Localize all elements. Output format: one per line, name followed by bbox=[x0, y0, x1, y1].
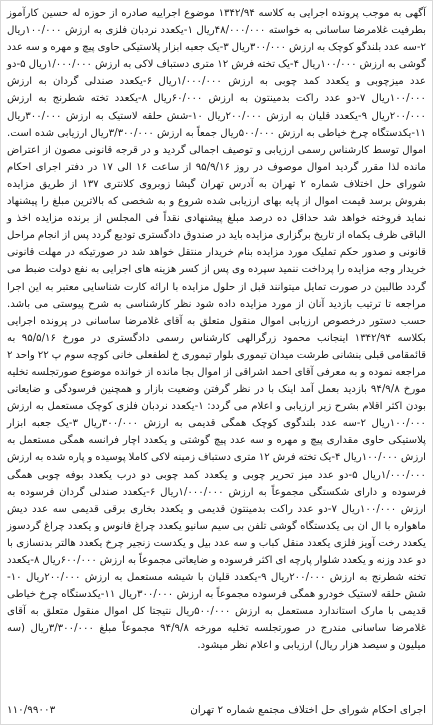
notice-reference-code: ۱۱۰/۹۹۰۰۳ bbox=[7, 704, 56, 716]
notice-footer bbox=[7, 703, 426, 717]
notice-issuer: اجرای احکام شورای حل اختلاف مجتمع شماره ۲ تهران bbox=[190, 704, 426, 716]
notice-body-text: آگهی به موجب پرونده اجرایی به کلاسه ۱۳۴۲/۹۴ موضوع اجراییه صادره از حوزه له حسین کارآموز بطرفیت غلامرضا ساسانی به خواسته ۴۸/۰۰۰/۰۰۰ریال ۱-یکعدد نردبان فلزی به ارزش ۱۰۰/۰۰۰ریال ۲-سه عدد بلندگو کوچک به ارزش ۳۰۰/۰۰۰ریال ۳-یک جعبه ابزار پلاستیکی حاوی پیچ و مهره و سه عدد گوشی به ارزش ۱۰۰/۰۰۰ریال ۴-یک تخته فرش ۱۲ متری دستباف لاکی به ارزش ۱/۰۰۰/۰۰۰ریال ۵-دو عدد میزچوبی و یکعدد کمد چوبی به ارزش ۱/۰۰۰/۰۰۰ریال ۶-یکعدد صندلی گردان به ارزش ۱۰۰/۰۰۰ریال ۷-دو عدد راکت بدمینتون به ارزش ۶۰/۰۰۰ریال ۸-یکعدد تخته شطرنج به ارزش ۲۰۰/۰۰۰ریال ۹-یکعدد قلیان به ارزش ۲۰۰/۰۰۰ریال ۱۰-شش حلقه لاستیک به ارزش ۳۰۰/۰۰۰ریال ۱۱-یکدستگاه چرخ خیاطی به ارزش ۵۰۰/۰۰۰ریال جمعاً به ارزش ۳/۳۰۰/۰۰۰ریال ارزیابی شده است. اموال توسط کارشناس رسمی ارزیابی و توصیف اجمالی گردید و در قرجه قانونی مصون از اعتراض مانده لذا مقرر گردید اموال موصوف در روز ۹۵/۹/۱۶ از ساعت ۱۶ الی ۱۷ در دفتر اجرای احکام شورای حل اختلاف شماره ۲ تهران به آدرس تهران گیشا زوبروی کلانتری ۱۳۷ از طریق مزایده بفروش برسد قیمت اموال از پایه بهای ارزیابی شده شروع و به شخصی که بالاترین مبلغ را پیشنهاد نماید فروخته خواهد شد حداقل ده درصد مبلغ پیشنهادی نقداً فی المجلس از برنده مزایده اخذ و الباقی ظرف یکماه از تاریخ برگزاری مزایده باید در صندوق دادگستری تودیع گردد پس از انجام مراحل قانونی و صدور حکم تملیک مورد مزایده بنام خریدار منتقل خواهد شد در صورتیکه در مهلت قانونی خریدار وجه مزایده را پرداخت ننمید سپرده وی پس از کسر هزینه های اجرایی به نفع دولت ضبط می گردد طالبین در صورت تمایل میتوانند قبل از حلول مزایده با ارائه کارت شناسایی معتبر به این اجرا مراجعه تا ترتیب بازدید آنان از مورد مزایده داده شود نظر کارشناسی به شرح پیوستی می باشد. حسب دستور درخصوص ارزیابی اموال منقول متعلق به آقای غلامرضا ساسانی در پرونده اجرایی بکلاسه ۱۳۴۲/۹۴ اینجانب محمود زرگرالهی کارشناس رسمی دادگستری در مورخ ۹۵/۵/۱۶ به قائمقامی قبلی بنشانی طرشت میدان تیموری بلوار تیموری خ لطفعلی خانی کوچه سوم پ ۲۲ واحد ۲ مراجعه نموده و به معرفی آقای احمد اشراقی از اموال بجا مانده از خوانده موضوع صورتجلسه تخلیه مورخ ۹۴/۹/۸ بازدید بعمل آمد اینک با در نظر گرفتن وضعیت بازار و همچنین فرسودگی و ضایعاتی بودن اکثر اقلام بشرح زیر ارزیابی و اعلام می گردد: ۱-یکعدد نردبان فلزی کوچک مستعمل به ارزش ۱۰۰/۰۰۰ریال ۲-سه عدد بلندگوی کوچک همگی قدیمی به ارزش ۳۰۰/۰۰۰ریال ۳-یک جعبه ابزار پلاستیکی حاوی مقداری پیچ و مهره و سه عدد پیچ گوشتی و یکعدد اچار فرانسه همگی مستعمل به ارزش ۱۰۰/۰۰۰ریال ۴-یک تخته فرش ۱۲ متری دستباف زمینه لاکی کاملا پوسیده و پاره شده به ارزش ۱/۰۰۰/۰۰۰ریال ۵-دو عدد میز تحریر چوبی و یکعدد کمد چوبی دو درب یکعدد بوفه چوبی همگی فرسوده و دارای شکستگی مجموعاً به ارزش ۱/۰۰۰/۰۰۰ریال ۶-یکعدد صندلی گردان فرسوده به ارزش ۱۰۰/۰۰۰ریال ۷-دو عدد راکت بدمینتون قدیمی و یکعدد بخاری برقی قدیمی سه عدد دیش ماهواره با ال ان بی یکدستگاه گوشی تلفن بی سیم سانیو یکعدد چراغ فانوس و یکعدد چراغ گردسوز یکعدد رخت آویز فلزی یکعدد منقل کباب و سه عدد بیل و یکدست زنجیر چرخ یکعدد هالتر بدنسازی با دو عدد وزنه و یکعدد شلوار پارچه ای اکثر فرسوده و ضایعاتی مجموعاً به ارزش ۶۰۰/۰۰۰ریال ۸-یکعدد تخته شطرنج به ارزش ۲۰۰/۰۰۰ریال ۹-یکعدد قلیان با شیشه مستعمل به ارزش ۲۰۰/۰۰۰ریال ۱۰-شش حلقه لاستیک خودرو همگی فرسوده مجموعاً به ارزش ۳۰۰/۰۰۰ریال ۱۱-یکدستگاه چرخ خیاطی قدیمی با مارک استاندارد مستعمل به ارزش ۵۰۰/۰۰۰ریال نتیجتا کل اموال منقول متعلق به آقای غلامرضا ساسانی مندرج در صورتجلسه تخلیه مورخه ۹۴/۹/۸ مجموعاً مبلغ ۳/۳۰۰/۰۰۰ریال (سه میلیون و سیصد هزار ریال) ارزیابی و اعلام نظر میشود. bbox=[7, 8, 427, 652]
